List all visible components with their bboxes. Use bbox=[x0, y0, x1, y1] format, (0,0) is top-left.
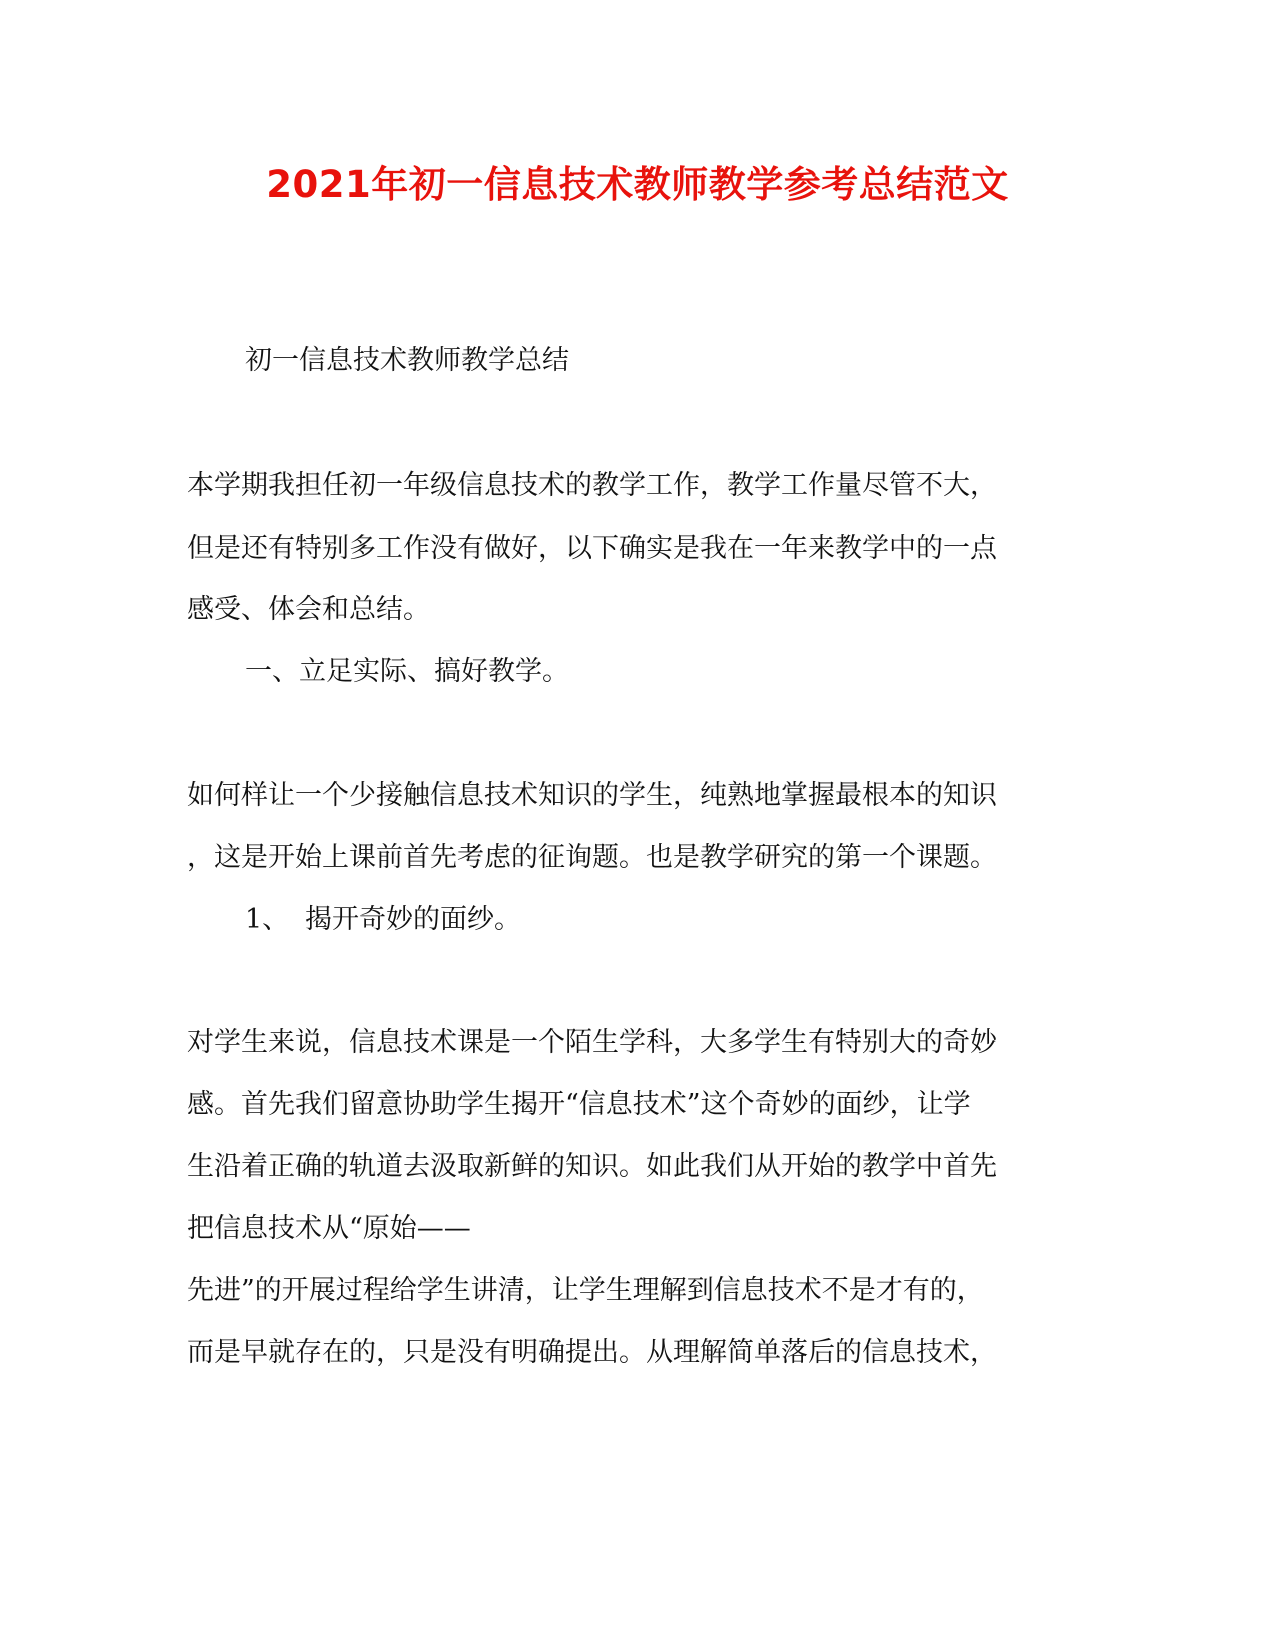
paragraph-line: 如何样让一个少接触信息技术知识的学生，纯熟地掌握最根本的知识 bbox=[187, 780, 997, 811]
paragraph-line: 对学生来说，信息技术课是一个陌生学科，大多学生有特别大的奇妙 bbox=[187, 1027, 997, 1058]
paragraph-line: 而是早就存在的，只是没有明确提出。从理解简单落后的信息技术， bbox=[187, 1337, 997, 1368]
paragraph-line: 感。首先我们留意协助学生揭开“信息技术”这个奇妙的面纱，让学 bbox=[187, 1089, 971, 1120]
paragraph-line: 但是还有特别多工作没有做好，以下确实是我在一年来教学中的一点 bbox=[187, 533, 997, 564]
paragraph-line: 把信息技术从“原始—— bbox=[187, 1213, 471, 1244]
paragraph-line: 生沿着正确的轨道去汲取新鲜的知识。如此我们从开始的教学中首先 bbox=[187, 1151, 997, 1182]
list-item-text: 揭开奇妙的面纱。 bbox=[305, 904, 521, 935]
paragraph-line: 先进”的开展过程给学生讲清，让学生理解到信息技术不是才有的， bbox=[187, 1275, 984, 1306]
list-item-number: 1、 bbox=[245, 904, 290, 935]
document-subtitle: 初一信息技术教师教学总结 bbox=[245, 345, 569, 376]
document-title: 2021年初一信息技术教师教学参考总结范文 bbox=[266, 163, 1009, 206]
paragraph-line: 本学期我担任初一年级信息技术的教学工作，教学工作量尽管不大， bbox=[187, 470, 997, 501]
section-heading: 一、立足实际、搞好教学。 bbox=[245, 656, 569, 687]
paragraph-line: 感受、体会和总结。 bbox=[187, 594, 430, 625]
list-item bbox=[245, 902, 521, 938]
paragraph-line: ，这是开始上课前首先考虑的征询题。也是教学研究的第一个课题。 bbox=[187, 842, 997, 873]
